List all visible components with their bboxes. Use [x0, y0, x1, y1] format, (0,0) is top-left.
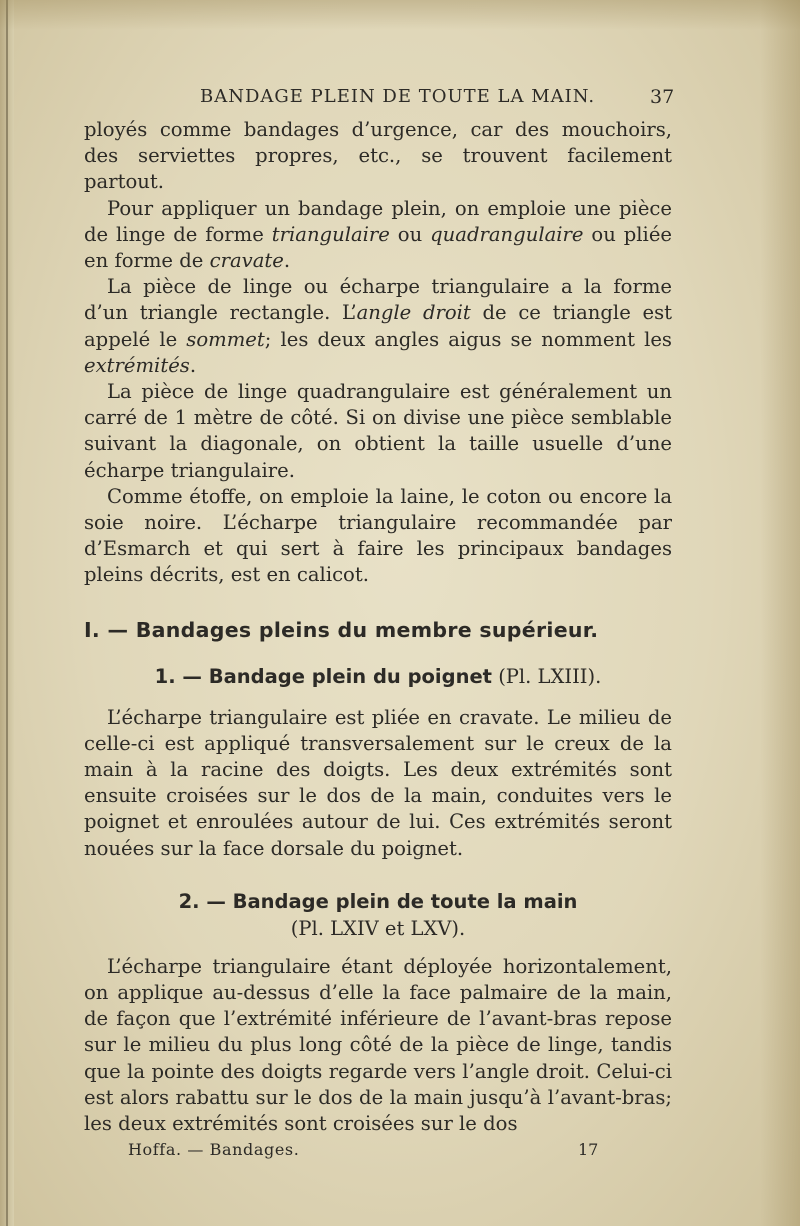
- page-number: 37: [650, 86, 675, 108]
- emphasis-cravate: cravate: [209, 249, 284, 273]
- paragraph-3-text-b: de ce triangle est appelé le: [84, 301, 672, 351]
- paragraph-2-text-d: .: [283, 249, 291, 273]
- page-top-shading: [0, 0, 800, 30]
- body-text: [84, 117, 672, 1137]
- paragraph-2: [84, 196, 672, 275]
- emphasis-sommet: sommet: [186, 327, 265, 351]
- paragraph-3: [84, 274, 672, 379]
- paragraph-3-text-c: ; les deux angles aigus se nomment les: [264, 327, 672, 351]
- page-right-shading: [760, 0, 800, 1226]
- footer-signature-line: [128, 1140, 299, 1159]
- subsection-2-heading: [84, 888, 672, 942]
- running-head: BANDAGE PLEIN DE TOUTE LA MAIN.: [200, 86, 596, 107]
- subsection-2-title: 2. — Bandage plein de toute la main: [178, 889, 578, 913]
- subsection-1-text: L’écharpe triangulaire est pliée en cravate. Le milieu de celle-ci est appliqué transversalement sur le creux de la main à la racine des doigts. Les deux extrémités sont ensuite croisées sur le dos de la main, conduites vers le poignet et enroulées autour de lui. Ces extrémités seront nouées sur la face dorsale du poignet.: [84, 705, 672, 860]
- subsection-1-plate-ref: (Pl. LXIII).: [492, 664, 602, 688]
- spine-shadow-line: [6, 0, 8, 1226]
- printer-signature-mark: 17: [578, 1140, 599, 1159]
- emphasis-triangulaire: triangulaire: [271, 222, 390, 246]
- subsection-1-title: 1. — Bandage plein du poignet: [154, 664, 492, 688]
- footer-text: Hoffa. — Bandages.: [128, 1140, 300, 1159]
- paragraph-3-text-a: La pièce de linge ou écharpe triangulaire a la forme d’un triangle rectangle. L’: [84, 275, 672, 325]
- paragraph-2-text-c: ou pliée en forme de: [84, 222, 673, 273]
- paragraph-5: Comme étoffe, on emploie la laine, le coton ou encore la soie noire. L’écharpe triangulaire recommandée par d’Esmarch et qui sert à faire les principaux bandages pleins décrits, est en calicot.: [84, 484, 672, 587]
- subsection-2-text: L’écharpe triangulaire étant déployée horizontalement, on applique au-dessus d’elle la face palmaire de la main, de façon que l’extrémité inférieure de l’avant-bras repose sur le milieu du plus long côté de la pièce de linge, tandis que la pointe des doigts regarde vers l’angle droit. Celui-ci est alors rabattu sur le dos de la main jusqu’à l’avant-bras; les deux extrémités sont croisées sur le dos: [84, 954, 672, 1136]
- paragraph-1: ployés comme bandages d’urgence, car des mouchoirs, des serviettes propres, etc., se trouvent facilement partout.: [84, 118, 672, 194]
- section-heading: I. — Bandages pleins du membre supérieur.: [84, 617, 599, 642]
- paragraph-4: La pièce de linge quadrangulaire est généralement un carré de 1 mètre de côté. Si on divise une pièce semblable suivant la diagonale, on obtient la taille usuelle d’une écharpe triangulaire.: [84, 380, 672, 482]
- paragraph-3-text-d: .: [189, 353, 197, 377]
- subsection-1-heading: [84, 663, 672, 691]
- paragraph-2-text-a: Pour appliquer un bandage plein, on emploie une pièce de linge de forme: [84, 196, 672, 246]
- paragraph-2-text-b: ou: [389, 222, 431, 246]
- emphasis-angle-droit: angle droit: [356, 301, 471, 325]
- emphasis-extremites: extrémités: [84, 353, 190, 377]
- subsection-2-plate-ref: (Pl. LXIV et LXV).: [290, 916, 466, 940]
- emphasis-quadrangulaire: quadrangulaire: [430, 222, 584, 246]
